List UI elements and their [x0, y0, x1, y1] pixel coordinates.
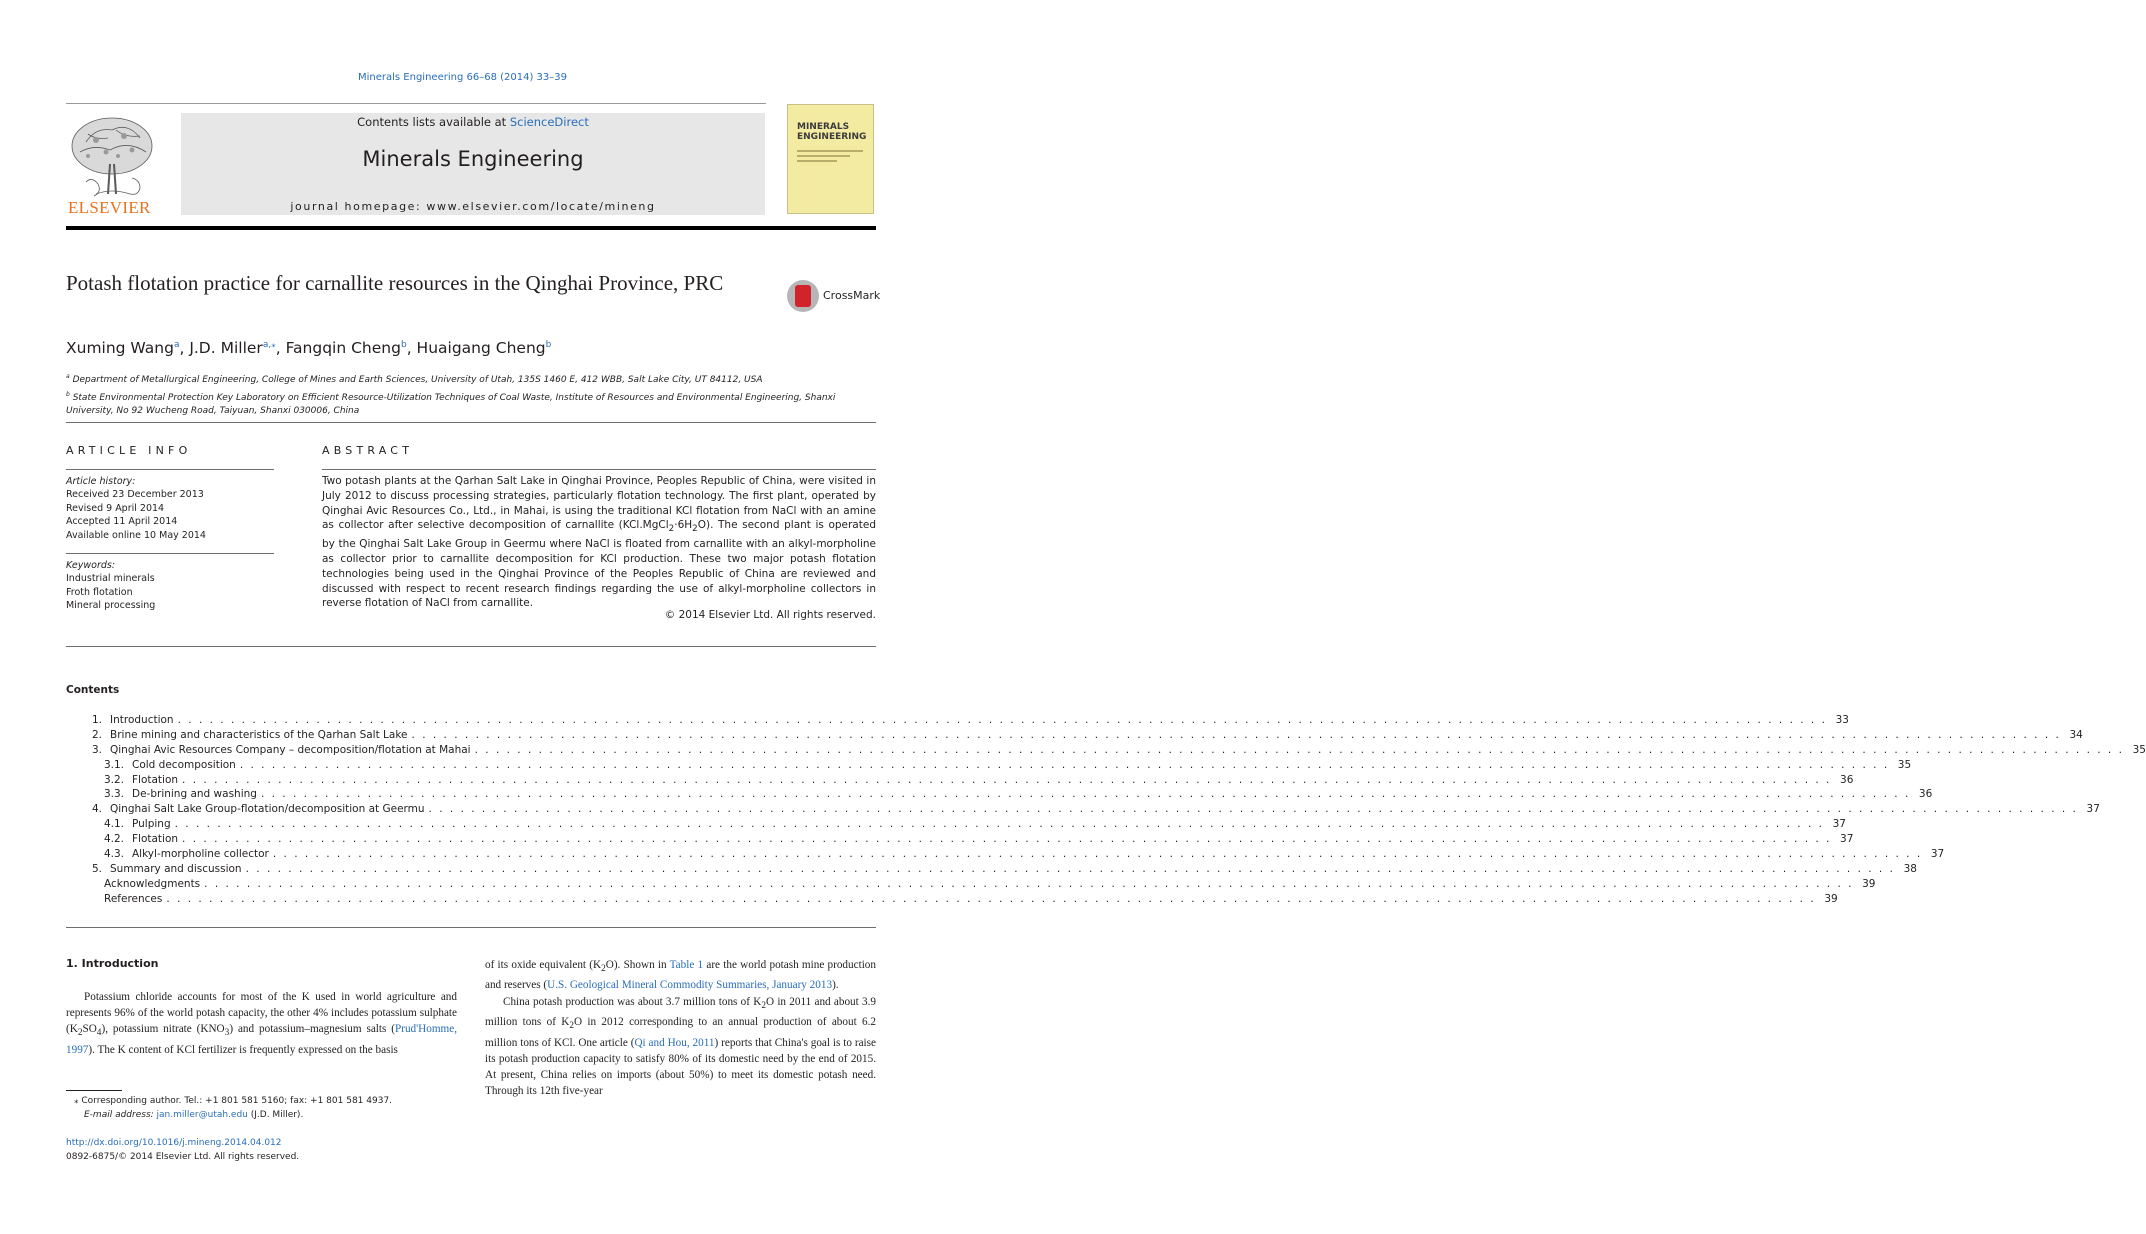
article-info-heading: ARTICLE INFO: [66, 444, 192, 457]
toc-entry-number: 3.: [91, 743, 102, 756]
author-name[interactable]: J.D. Miller: [189, 339, 263, 357]
toc-entry-title[interactable]: Introduction: [110, 714, 174, 726]
toc-entry-title[interactable]: References: [104, 892, 163, 905]
crossmark-ribbon-icon: [795, 285, 811, 307]
toc-entry-page: 35: [2132, 743, 2146, 756]
author-affiliation-mark[interactable]: a: [173, 339, 180, 350]
cover-title: MINERALS ENGINEERING: [797, 122, 867, 142]
history-accepted: Accepted 11 April 2014: [66, 516, 178, 528]
intro-paragraph-1: Potassium chloride accounts for most of the K used in world agriculture and represents 96% of the world potash capacity, the other 4% includes potassium sulphate $(K_2SO_4)$, potassium nitrate $(KNO_3)$ and potassium–magnesium salts (Prud'Homme, 1997). The K content of KCl fertilizer is frequently expressed on the basis: [66, 991, 457, 1056]
email-line: E-mail address: jan.miller@utah.edu (J.D. Miller).: [84, 1110, 304, 1120]
author-list: Xuming Wang$^a$, J.D. Miller$^{a,⁎}$, Fangqin Cheng$^b$, Huaigang Cheng$^b$: [66, 339, 552, 357]
abstract-text: Two potash plants at the Qarhan Salt Lake in Qinghai Province, Peoples Republic of China, were visited in July 2012 to discuss processing strategies, particularly flotation technology. The first plant, operated by Qinghai Avic Resources Co., Ltd., in Mahai, is using the traditional KCl flotation from NaCl with an amine as collector after selective decomposition of carnallite $(KCl.MgCl_2\cdot 6H_2O)$. The second plant is operated by the Qinghai Salt Lake Group in Geermu where NaCl is floated from carnallite with an alkyl-morpholine as collector prior to carnallite decomposition for KCl production. These two major potash flotation technologies being used in the Qinghai Province of the Peoples Republic of China are reviewed and discussed with respect to recent research findings regarding the use of alkyl-morpholine collectors in reverse flotation of NaCl from carnallite.: [322, 475, 876, 610]
toc-entry-page: 36: [1840, 773, 1854, 786]
toc-entry-number: 4.3.: [103, 848, 124, 861]
journal-title: Minerals Engineering: [362, 147, 584, 171]
toc-entry-number: 1.: [91, 714, 102, 726]
history-received: Received 23 December 2013: [66, 489, 204, 501]
toc-entry-page: 35: [1897, 758, 1912, 771]
toc-entry-number: 2.: [91, 728, 102, 741]
abstract-heading: ABSTRACT: [322, 444, 414, 457]
toc-entry-number: [66, 892, 102, 907]
keywords-label: Keywords:: [66, 560, 116, 571]
toc-entry-page: 39: [1862, 877, 1876, 890]
toc-leader-dots: . . . . . . . . . . . . . . . . . . . . . . . . . . . . . . . . . . . . . . . . . . . . . . . . . . . . . . . . . . . . . . . . . . . . . . . . . . . . . . . . . . . . . . . . . . . . . . . . . . . . . . . . . . . . . . . . . . . . . . . . . . . . . . . . . . . . . . . . . . . . . . . . . . . . . . . . . . .: [272, 848, 1923, 861]
toc-leader-dots: . . . . . . . . . . . . . . . . . . . . . . . . . . . . . . . . . . . . . . . . . . . . . . . . . . . . . . . . . . . . . . . . . . . . . . . . . . . . . . . . . . . . . . . . . . . . . . . . . . . . . . . . . . . . . . . . . . . . . . . . . . . . . . . . . . . . . . . . . . . . . . . . . . . . . . . . . . .: [177, 714, 1827, 726]
toc-entry[interactable]: [66, 817, 1846, 832]
divider: [322, 469, 876, 470]
toc-entry[interactable]: [66, 713, 1849, 728]
toc-entry-page: 37: [2086, 803, 2100, 816]
body-column-left: [66, 989, 457, 1058]
toc-leader-dots: . . . . . . . . . . . . . . . . . . . . . . . . . . . . . . . . . . . . . . . . . . . . . . . . . . . . . . . . . . . . . . . . . . . . . . . . . . . . . . . . . . . . . . . . . . . . . . . . . . . . . . . . . . . . . . . . . . . . . . . . . . . . . . . . . . . . . . . . . . . . . . . . . . . . . . . . . . .: [411, 728, 2061, 741]
toc-entry-number: 3.1.: [103, 758, 124, 771]
article-title: Potash flotation practice for carnallite resources in the Qinghai Province, PRC: [66, 271, 724, 295]
affiliation-b: $^b$ State Environmental Protection Key Laboratory on Efficient Resource-Utilization Techniques of Coal Waste, Institute of Resources and Environmental Engineering, Shanxi University, No 92 Wucheng Road, Taiyuan, Shanxi 030006, China: [66, 390, 836, 416]
divider: [66, 553, 274, 554]
contents-available-line: Contents lists available at ScienceDirect: [357, 115, 589, 129]
toc-entry-title[interactable]: Cold decomposition: [132, 758, 236, 771]
toc-entry-title[interactable]: Flotation: [132, 773, 179, 786]
header-divider: [66, 103, 766, 104]
abstract-copyright: © 2014 Elsevier Ltd. All rights reserved.: [664, 609, 876, 621]
toc-entry-page: 38: [1903, 862, 1917, 875]
footnote: [66, 1094, 392, 1122]
history-label: Article history:: [66, 476, 136, 487]
toc-entry-number: 4.: [91, 803, 102, 816]
toc-entry-page: 34: [2069, 728, 2083, 741]
toc-leader-dots: . . . . . . . . . . . . . . . . . . . . . . . . . . . . . . . . . . . . . . . . . . . . . . . . . . . . . . . . . . . . . . . . . . . . . . . . . . . . . . . . . . . . . . . . . . . . . . . . . . . . . . . . . . . . . . . . . . . . . . . . . . . . . . . . . . . . . . . . . . . . . . . . . . . . . . . . . . .: [182, 833, 1832, 846]
sciencedirect-link[interactable]: ScienceDirect: [509, 115, 589, 129]
affiliation-a: $^a$ Department of Metallurgical Engineering, College of Mines and Earth Sciences, University of Utah, 135S 1460 E, 412 WBB, Salt Lake City, UT 84112, USA: [66, 373, 763, 385]
toc-entry-title[interactable]: Summary and discussion: [110, 862, 242, 875]
table-link[interactable]: Table 1: [669, 959, 704, 971]
history-revised: Revised 9 April 2014: [66, 502, 165, 514]
toc-entry[interactable]: [66, 773, 1854, 788]
journal-homepage[interactable]: journal homepage: www.elsevier.com/locate/mineng: [290, 200, 656, 213]
toc-entry[interactable]: [66, 847, 1945, 862]
corresponding-author-note: ⁎ Corresponding author. Tel.: +1 801 581 5160; fax: +1 801 581 4937.: [74, 1096, 393, 1106]
toc-entry-page: 37: [1930, 848, 1945, 861]
history-online: Available online 10 May 2014: [66, 529, 206, 541]
toc-leader-dots: . . . . . . . . . . . . . . . . . . . . . . . . . . . . . . . . . . . . . . . . . . . . . . . . . . . . . . . . . . . . . . . . . . . . . . . . . . . . . . . . . . . . . . . . . . . . . . . . . . . . . . . . . . . . . . . . . . . . . . . . . . . . . . . . . . . . . . . . . . . . . . . . . . . . . . . . . . .: [428, 803, 2078, 816]
journal-citation[interactable]: Minerals Engineering 66–68 (2014) 33–39: [358, 72, 567, 83]
toc-entry-number: 4.2.: [103, 833, 124, 846]
citation-link[interactable]: Prud'Homme, 1997: [66, 1023, 457, 1056]
issn-line: 0892-6875/© 2014 Elsevier Ltd. All rights reserved.: [66, 1152, 300, 1162]
toc-entry[interactable]: [66, 862, 1917, 877]
crossmark-label[interactable]: CrossMark: [823, 289, 881, 302]
contents-heading: Contents: [66, 684, 120, 696]
toc-entry-page: 36: [1918, 788, 1933, 801]
divider: [66, 422, 876, 423]
toc-leader-dots: . . . . . . . . . . . . . . . . . . . . . . . . . . . . . . . . . . . . . . . . . . . . . . . . . . . . . . . . . . . . . . . . . . . . . . . . . . . . . . . . . . . . . . . . . . . . . . . . . . . . . . . . . . . . . . . . . . . . . . . . . . . . . . . . . . . . . . . . . . . . . . . . . . . . . . . . . . .: [245, 862, 1895, 875]
toc-entry-number: 3.2.: [103, 773, 124, 786]
author-affiliation-mark[interactable]: b: [400, 339, 407, 350]
keywords: [66, 559, 155, 613]
intro-paragraph-1-cont: of its oxide equivalent $(K_2O)$. Shown in Table 1 are the world potash mine production and reserves (U.S. Geological Mineral Commodity Summaries, January 2013).: [485, 959, 876, 992]
toc-entry-number: 3.3.: [103, 788, 124, 801]
keyword: Froth flotation: [66, 586, 133, 598]
divider: [66, 646, 876, 647]
toc-entry-page: 37: [1832, 818, 1846, 831]
toc-entry[interactable]: [66, 877, 1876, 892]
toc-entry[interactable]: [66, 743, 2146, 758]
body-column-right: [485, 957, 876, 1099]
elsevier-wordmark: ELSEVIER: [68, 198, 151, 217]
toc-entry-title[interactable]: Alkyl-morpholine collector: [132, 848, 269, 861]
toc-entry-page: 33: [1835, 714, 1849, 726]
toc-entry[interactable]: [66, 892, 1838, 907]
cover-decoration: [797, 150, 863, 165]
citation-link[interactable]: U.S. Geological Mineral Commodity Summaries, January 2013: [547, 979, 833, 992]
toc-entry-number: 5.: [91, 862, 102, 875]
toc-leader-dots: . . . . . . . . . . . . . . . . . . . . . . . . . . . . . . . . . . . . . . . . . . . . . . . . . . . . . . . . . . . . . . . . . . . . . . . . . . . . . . . . . . . . . . . . . . . . . . . . . . . . . . . . . . . . . . . . . . . . . . . . . . . . . . . . . . . . . . . . . . . . . . . . . . . . . . . . . . .: [204, 877, 1854, 890]
author-affiliation-mark[interactable]: b: [545, 339, 552, 350]
doi-link[interactable]: http://dx.doi.org/10.1016/j.mineng.2014.04.012: [66, 1138, 282, 1148]
toc-entry-title[interactable]: Pulping: [132, 818, 171, 831]
toc-entry-page: 39: [1824, 892, 1838, 905]
affiliations: [66, 370, 866, 419]
section-heading-introduction: 1. Introduction: [66, 957, 159, 970]
keyword: Industrial minerals: [66, 573, 155, 585]
toc-entry-title[interactable]: De-brining and washing: [132, 788, 257, 801]
toc-entry[interactable]: [66, 787, 1933, 802]
article-history: [66, 475, 206, 542]
author-name[interactable]: Fangqin Cheng: [285, 339, 401, 357]
toc-entry-page: 37: [1840, 833, 1854, 846]
toc-entry[interactable]: [66, 728, 2083, 743]
divider: [66, 469, 274, 470]
toc-leader-dots: . . . . . . . . . . . . . . . . . . . . . . . . . . . . . . . . . . . . . . . . . . . . . . . . . . . . . . . . . . . . . . . . . . . . . . . . . . . . . . . . . . . . . . . . . . . . . . . . . . . . . . . . . . . . . . . . . . . . . . . . . . . . . . . . . . . . . . . . . . . . . . . . . . . . . . . . . . .: [174, 818, 1824, 831]
toc-entry-title[interactable]: Acknowledgments: [104, 877, 201, 890]
author-name[interactable]: Xuming Wang: [66, 339, 174, 357]
toc-entry[interactable]: [66, 802, 2100, 817]
toc-entry-number: 4.1.: [103, 818, 124, 831]
author-name[interactable]: Huaigang Cheng: [416, 339, 546, 357]
keyword: Mineral processing: [66, 600, 156, 612]
toc-entry-title[interactable]: Flotation: [132, 833, 179, 846]
divider: [66, 927, 876, 928]
toc-leader-dots: . . . . . . . . . . . . . . . . . . . . . . . . . . . . . . . . . . . . . . . . . . . . . . . . . . . . . . . . . . . . . . . . . . . . . . . . . . . . . . . . . . . . . . . . . . . . . . . . . . . . . . . . . . . . . . . . . . . . . . . . . . . . . . . . . . . . . . . . . . . . . . . . . . . . . . . . . . .: [260, 788, 1911, 801]
toc-leader-dots: . . . . . . . . . . . . . . . . . . . . . . . . . . . . . . . . . . . . . . . . . . . . . . . . . . . . . . . . . . . . . . . . . . . . . . . . . . . . . . . . . . . . . . . . . . . . . . . . . . . . . . . . . . . . . . . . . . . . . . . . . . . . . . . . . . . . . . . . . . . . . . . . . . . . . . . . . . .: [474, 743, 2124, 756]
toc-entry[interactable]: [66, 758, 1912, 773]
toc-entry-title[interactable]: Qinghai Salt Lake Group-flotation/decomposition at Geermu: [110, 803, 425, 816]
citation-link[interactable]: Qi and Hou, 2011: [634, 1036, 715, 1049]
email-link[interactable]: jan.miller@utah.edu: [156, 1110, 248, 1120]
toc-entry-number: [66, 877, 102, 892]
header-thick-rule: [66, 226, 876, 230]
table-of-contents: [66, 713, 2146, 907]
toc-entry-title[interactable]: Brine mining and characteristics of the Qarhan Salt Lake: [110, 728, 408, 741]
author-affiliation-mark[interactable]: a,⁎: [262, 339, 276, 350]
toc-leader-dots: . . . . . . . . . . . . . . . . . . . . . . . . . . . . . . . . . . . . . . . . . . . . . . . . . . . . . . . . . . . . . . . . . . . . . . . . . . . . . . . . . . . . . . . . . . . . . . . . . . . . . . . . . . . . . . . . . . . . . . . . . . . . . . . . . . . . . . . . . . . . . . . . . . . . . . . . . . .: [239, 758, 1890, 771]
toc-leader-dots: . . . . . . . . . . . . . . . . . . . . . . . . . . . . . . . . . . . . . . . . . . . . . . . . . . . . . . . . . . . . . . . . . . . . . . . . . . . . . . . . . . . . . . . . . . . . . . . . . . . . . . . . . . . . . . . . . . . . . . . . . . . . . . . . . . . . . . . . . . . . . . . . . . . . . . . . . . .: [166, 892, 1816, 905]
toc-entry-title[interactable]: Qinghai Avic Resources Company – decomposition/flotation at Mahai: [110, 743, 471, 756]
footnote-rule: [66, 1090, 122, 1091]
doi-block: [66, 1136, 299, 1164]
toc-entry[interactable]: [66, 832, 1854, 847]
intro-paragraph-2: China potash production was about 3.7 million tons of $K_2O$ in 2011 and about 3.9 million tons of $K_2O$ in 2012 corresponding to an annual production of about 6.2 million tons of KCl. One article (Qi and Hou, 2011) reports that China's goal is to raise its potash production capacity to satisfy 80% of its domestic need by the end of 2015. At present, China relies on imports (about 50%) to meet its domestic potash need. Through its 12th five-year: [485, 995, 876, 1098]
toc-leader-dots: . . . . . . . . . . . . . . . . . . . . . . . . . . . . . . . . . . . . . . . . . . . . . . . . . . . . . . . . . . . . . . . . . . . . . . . . . . . . . . . . . . . . . . . . . . . . . . . . . . . . . . . . . . . . . . . . . . . . . . . . . . . . . . . . . . . . . . . . . . . . . . . . . . . . . . . . . . .: [182, 773, 1832, 786]
